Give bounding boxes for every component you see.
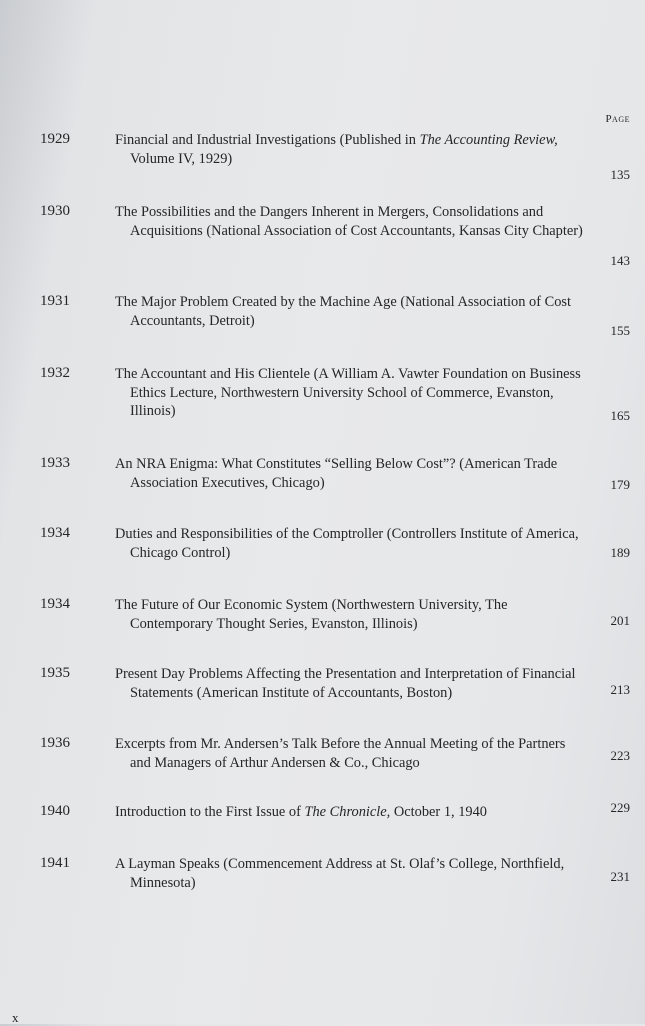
entry-page-number: 165 [610,408,630,423]
entry-page-number: 143 [610,253,630,268]
entry-year: 1935 [40,665,70,681]
entry-title [115,293,588,330]
entry-year: 1932 [40,365,70,381]
entry-title [115,735,588,772]
entry-page-number: 135 [610,167,630,182]
entry-year: 1936 [40,735,70,751]
entry-title-italic: The Chronicle, [304,804,391,820]
entry-year: 1941 [40,855,70,871]
entry-title-text: The Major Problem Created by the Machine Age (National Association of Cost Accountants, Detroit) [115,294,572,329]
entry-title [115,665,588,702]
entry-title-text: Excerpts from Mr. Andersen’s Talk Before the Annual Meeting of the Partners and Managers of Arthur Andersen & Co., Chicago [115,736,566,771]
page-column-header: Page [605,113,630,125]
entry-year: 1940 [40,803,70,819]
entry-year: 1931 [40,293,70,309]
entry-title-text-tail: October 1, 1940 [390,804,487,820]
entry-year: 1933 [40,455,70,471]
entry-page-number: 223 [610,748,630,763]
entry-title [115,803,588,822]
page-folio: x [12,1010,19,1025]
entry-title-text: Introduction to the First Issue of [115,804,305,820]
entry-title-text-tail: Volume IV, 1929) [130,150,233,167]
entry-page-number: 155 [610,323,630,338]
entry-page-number: 189 [610,545,630,560]
entry-title [115,525,588,562]
entry-title-text: Financial and Industrial Investigations (Published in [115,132,420,148]
entry-page-number: 213 [610,682,630,697]
entry-title-text: Present Day Problems Affecting the Presentation and Interpretation of Financial Statements (American Institute of Accountants, Boston) [115,666,576,701]
entry-title [115,455,588,492]
entry-title [115,131,588,168]
entry-title [115,855,588,892]
entry-title-text: Duties and Responsibilities of the Comptroller (Controllers Institute of America, Chicago Control) [115,526,579,561]
entry-title-text: An NRA Enigma: What Constitutes “Selling Below Cost”? (American Trade Association Executives, Chicago) [115,456,558,491]
entry-title-text: The Possibilities and the Dangers Inherent in Mergers, Consolidations and Acquisitions (National Association of Cost Accountants, Kansas City Chapter) [115,204,583,239]
entry-title [115,203,588,240]
entry-title [115,596,588,633]
entry-title-text: The Accountant and His Clientele (A William A. Vawter Foundation on Business Ethics Lecture, Northwestern University School of Commerce, Evanston, Illinois) [115,366,581,419]
entry-page-number: 229 [610,800,630,815]
entry-title-text: The Future of Our Economic System (Northwestern University, The Contemporary Thought Series, Evanston, Illinois) [115,597,508,632]
entry-page-number: 179 [610,477,630,492]
entry-year: 1934 [40,525,70,541]
entry-page-number: 231 [610,869,630,884]
entry-title-text: A Layman Speaks (Commencement Address at St. Olaf’s College, Northfield, Minnesota) [115,856,565,891]
entry-title-italic: The Accounting Review, [419,132,558,148]
entry-year: 1929 [40,131,70,147]
entry-page-number: 201 [610,613,630,628]
entry-year: 1930 [40,203,70,219]
entry-year: 1934 [40,596,70,612]
entry-title [115,365,588,421]
